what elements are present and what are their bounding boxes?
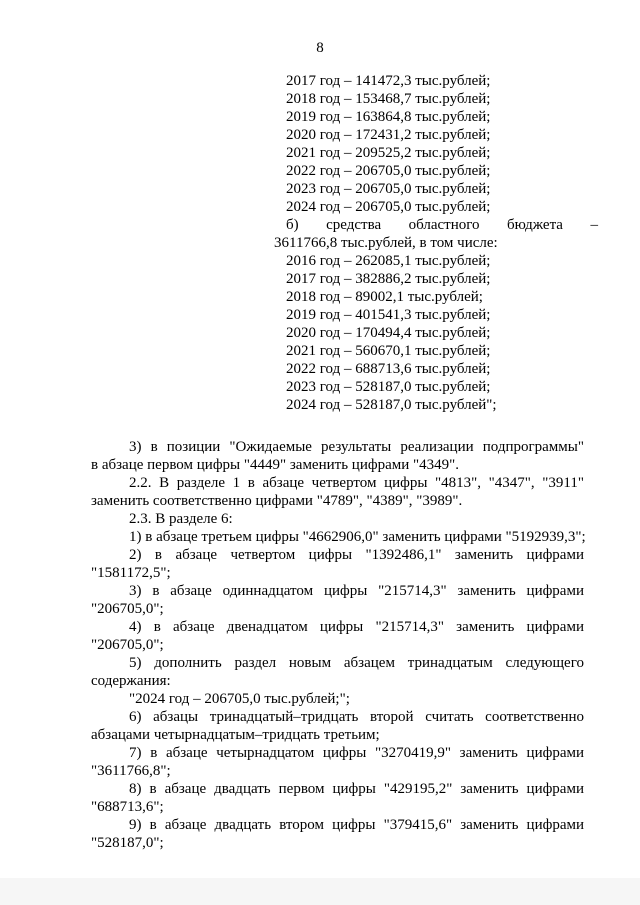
year-line: 2020 год – 172431,2 тыс.рублей;	[286, 127, 491, 143]
list-item-continuation: "528187,0";	[91, 835, 164, 851]
page-number: 8	[316, 40, 324, 56]
paragraph-line: заменить соответственно цифрами "4789", "4389", "3989".	[91, 493, 463, 509]
heading-word: б)	[286, 217, 299, 233]
regional-budget-heading	[286, 216, 598, 234]
year-line: 2018 год – 153468,7 тыс.рублей;	[286, 91, 491, 107]
list-item-continuation: содержания:	[91, 673, 171, 689]
year-line: 2024 год – 528187,0 тыс.рублей";	[286, 397, 497, 413]
list-item-continuation: "206705,0";	[91, 637, 164, 653]
list-item: 7) в абзаце четырнадцатом цифры "3270419,9" заменить цифрами	[129, 745, 584, 761]
heading-word: средства	[326, 217, 382, 233]
list-item-continuation: "688713,6";	[91, 799, 164, 815]
section-heading: 2.3. В разделе 6:	[129, 511, 233, 527]
paragraph-line: в абзаце первом цифры "4449" заменить цифрами "4349".	[91, 457, 459, 473]
list-item-continuation: абзацами четырнадцатым–тридцать третьим;	[91, 727, 380, 743]
year-line: 2016 год – 262085,1 тыс.рублей;	[286, 253, 491, 269]
list-item: 2) в абзаце четвертом цифры "1392486,1" заменить цифрами	[129, 547, 584, 563]
year-line: 2021 год – 560670,1 тыс.рублей;	[286, 343, 491, 359]
list-item: 1) в абзаце третьем цифры "4662906,0" заменить цифрами "5192939,3";	[129, 529, 586, 545]
list-item: 9) в абзаце двадцать втором цифры "379415,6" заменить цифрами	[129, 817, 584, 833]
year-line: 2017 год – 141472,3 тыс.рублей;	[286, 73, 491, 89]
regional-budget-total: 3611766,8 тыс.рублей, в том числе:	[274, 235, 498, 251]
year-line: 2018 год – 89002,1 тыс.рублей;	[286, 289, 483, 305]
year-line: 2017 год – 382886,2 тыс.рублей;	[286, 271, 491, 287]
list-item-continuation: "206705,0";	[91, 601, 164, 617]
paragraph-line: 3) в позиции "Ожидаемые результаты реализации подпрограммы"	[129, 439, 584, 455]
list-item-continuation: "1581172,5";	[91, 565, 171, 581]
list-item: 4) в абзаце двенадцатом цифры "215714,3" заменить цифрами	[129, 619, 584, 635]
list-item-continuation: "3611766,8";	[91, 763, 171, 779]
page-bottom-margin	[0, 878, 640, 905]
year-line: 2022 год – 206705,0 тыс.рублей;	[286, 163, 491, 179]
list-item: 6) абзацы тринадцатый–тридцать второй считать соответственно	[129, 709, 584, 725]
heading-word: областного	[408, 217, 480, 233]
year-line: 2019 год – 401541,3 тыс.рублей;	[286, 307, 491, 323]
year-line: 2023 год – 206705,0 тыс.рублей;	[286, 181, 491, 197]
list-item: 8) в абзаце двадцать первом цифры "429195,2" заменить цифрами	[129, 781, 584, 797]
year-line: 2021 год – 209525,2 тыс.рублей;	[286, 145, 491, 161]
year-line: 2024 год – 206705,0 тыс.рублей;	[286, 199, 491, 215]
year-line: 2020 год – 170494,4 тыс.рублей;	[286, 325, 491, 341]
heading-word: бюджета	[507, 217, 563, 233]
paragraph-line: 2.2. В разделе 1 в абзаце четвертом цифры "4813", "4347", "3911"	[129, 475, 584, 491]
year-line: 2022 год – 688713,6 тыс.рублей;	[286, 361, 491, 377]
list-item: 5) дополнить раздел новым абзацем тринадцатым следующего	[129, 655, 584, 671]
heading-word: –	[590, 217, 598, 233]
year-line: 2019 год – 163864,8 тыс.рублей;	[286, 109, 491, 125]
year-line: 2023 год – 528187,0 тыс.рублей;	[286, 379, 491, 395]
list-item: 3) в абзаце одиннадцатом цифры "215714,3" заменить цифрами	[129, 583, 584, 599]
quoted-line: "2024 год – 206705,0 тыс.рублей;";	[129, 691, 350, 707]
